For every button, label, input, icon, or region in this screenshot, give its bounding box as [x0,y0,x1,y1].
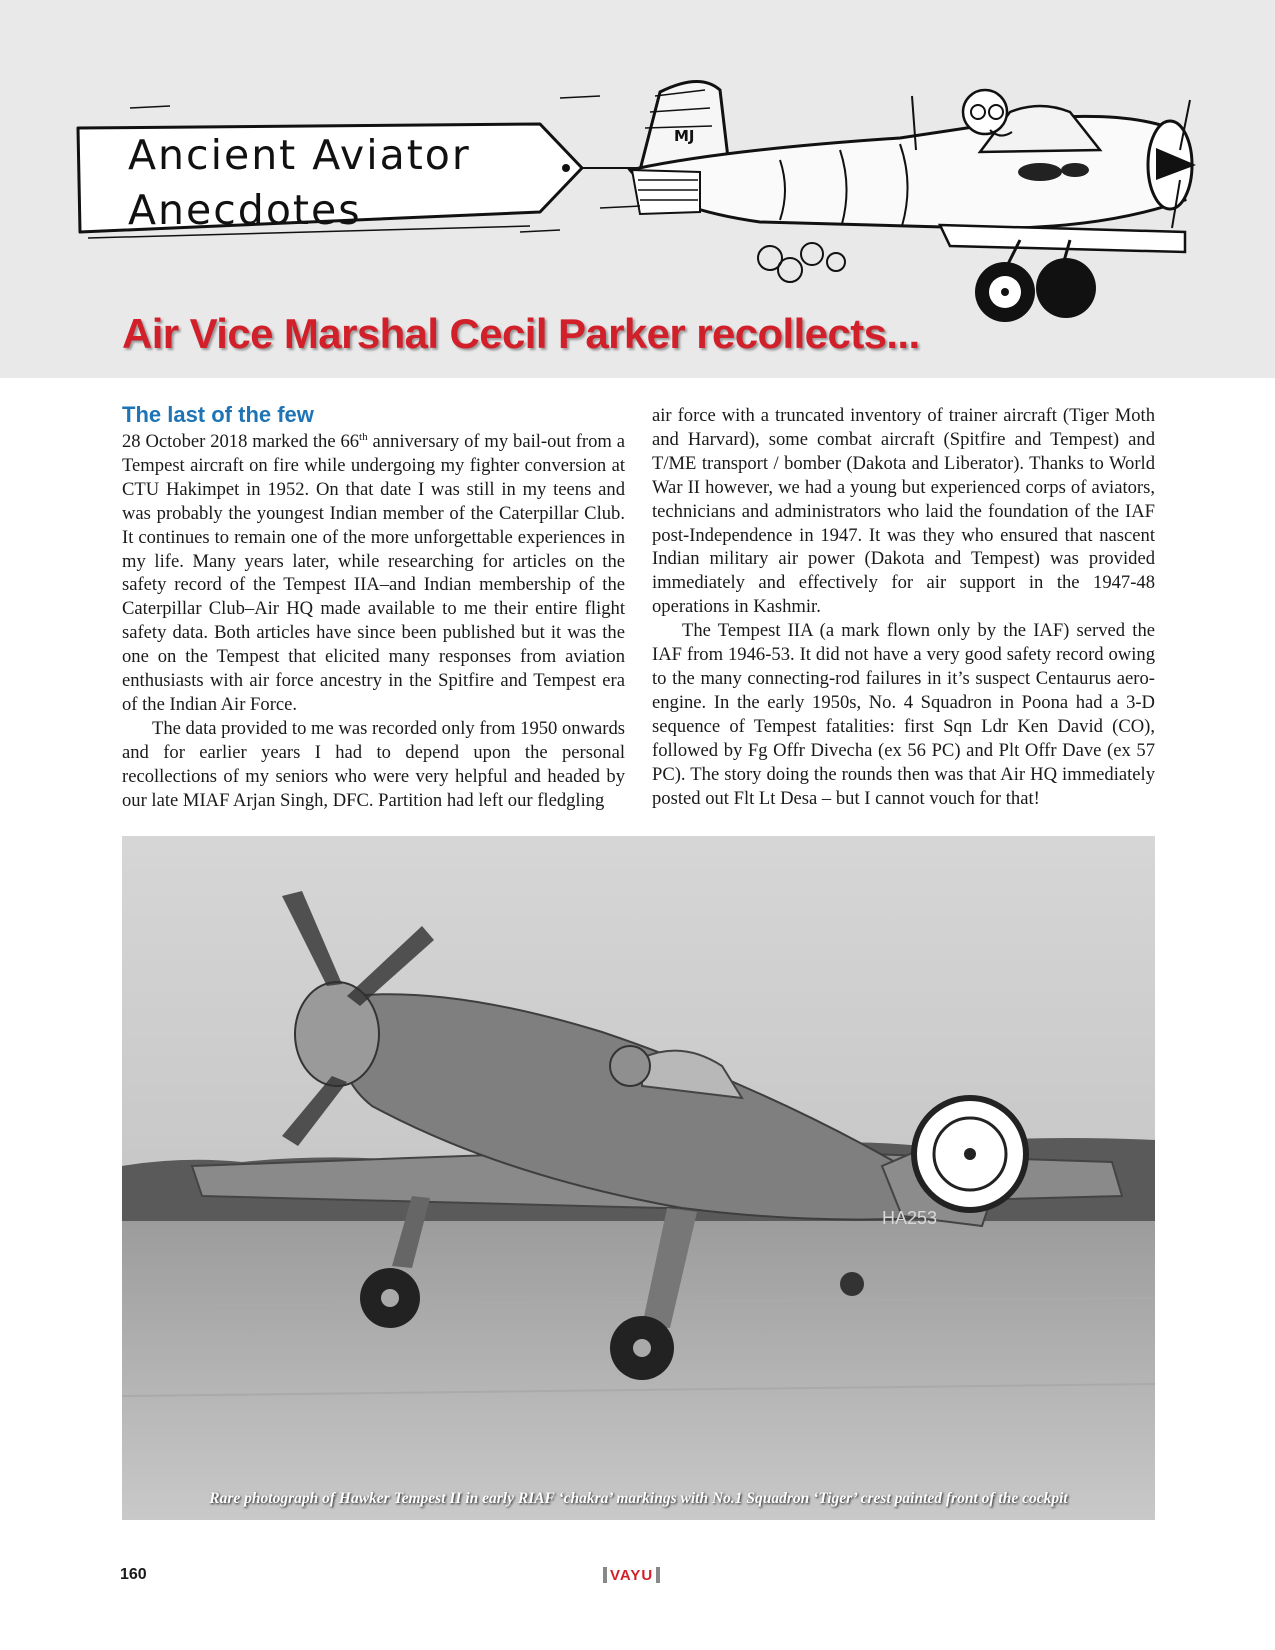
aircraft-serial: HA253 [882,1208,938,1228]
paragraph-2: The data provided to me was recorded only from 1950 onwards and for earlier years I had to depend upon the personal recollections of my seniors who were very helpful and headed by our late MIAF Arjan Singh, DFC. Partition had left our fledgling [122,717,625,811]
tempest-photo [122,836,1155,1520]
header-banner [0,0,1275,378]
column-title [128,128,471,238]
brand-bar-right [656,1567,660,1583]
page-number: 160 [120,1566,147,1583]
paragraph-3: air force with a truncated inventory of trainer aircraft (Tiger Moth and Harvard), some combat aircraft (Spitfire and Tempest) and T/ME transport / bomber (Dakota and Liberator). Thanks to World War II however, we had a young but experienced corps of aviators, technicians and administrators who laid the foundation of the IAF post-Independence in 1947. It was they who ensured that nascent Indian military air power (Dakota and Tempest) was provided immediately and effectively for air support in the 1947-48 operations in Kashmir. [652,405,1155,618]
paragraph-4: The Tempest IIA (a mark flown only by the IAF) served the IAF from 1946-53. It did not have a very good safety record owing to the many connecting-rod failures in it’s suspect Centaurus aero-engine. In the early 1950s, No. 4 Squadron in Poona had a 3-D sequence of Tempest fatalities: first Sqn Ldr Ken David (CO), followed by Fg Offr Divecha (ex 56 PC) and Plt Offr Dave (ex 57 PC). The story doing the rounds then was that Air HQ immediately posted out Flt Lt Desa – but I cannot vouch for that! [652,620,1155,809]
article-column-right [652,404,1155,810]
paragraph-1: 28 October 2018 marked the 66th anniversary of my bail-out from a Tempest aircraft on fire while undergoing my fighter conversion at CTU Hakimpet in 1952. On that date I was still in my teens and was probably the youngest Indian member of the Caterpillar Club. It continues to remain one of the more unforgettable experiences in my life. Many years later, while researching for articles on the safety record of the Tempest IIA–and Indian membership of the Caterpillar Club–Air HQ made available to me their entire flight safety data. Both articles have since been published but it was the one on the Tempest that elicited many responses from aviation enthusiasts with air force ancestry in the Spitfire and Tempest era of the Indian Air Force. [122,430,625,715]
article-column-left [122,402,625,813]
article-headline: Air Vice Marshal Cecil Parker recollects... [122,310,920,357]
brand-wordmark: VAYU [610,1566,654,1584]
section-subhead: The last of the few [122,402,314,427]
aircraft-photo-illustration [122,836,1155,1520]
tail-code: MJ [674,127,695,145]
ordinal-suffix: th [359,430,368,443]
photo-caption: Rare photograph of Hawker Tempest II in early RIAF ‘chakra’ markings with No.1 Squadron ‘Tiger’ crest painted front of the cockpit [209,1490,1068,1507]
title-line-1: Ancient Aviator [128,131,471,179]
magazine-brand [600,1566,663,1584]
brand-bar-left [603,1567,607,1583]
title-line-2: Anecdotes [128,186,362,234]
